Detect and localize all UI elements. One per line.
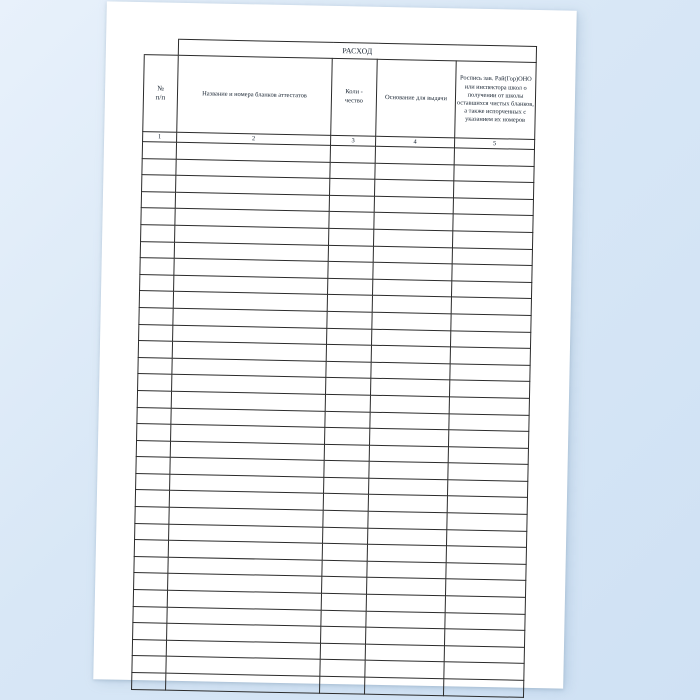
table-cell — [372, 329, 451, 347]
table-cell — [132, 672, 166, 689]
table-cell — [448, 430, 528, 448]
table-cell — [370, 412, 449, 430]
table-cell — [132, 639, 166, 656]
table-cell — [374, 196, 453, 214]
table-cell — [330, 145, 375, 162]
table-cell — [136, 440, 170, 457]
table-cell — [453, 181, 533, 199]
table-cell — [368, 495, 447, 513]
table-cell — [330, 162, 375, 179]
table-cell — [366, 611, 445, 629]
table-cell — [323, 510, 368, 527]
colnum-1: 1 — [143, 132, 177, 143]
table-cell — [452, 247, 532, 265]
header-col-reason: Основание для выдачи — [376, 59, 457, 138]
table-cell — [444, 629, 524, 647]
table-cell — [321, 610, 366, 627]
table-cell — [444, 646, 524, 664]
colnum-3: 3 — [331, 135, 376, 146]
header-col-np — [143, 55, 179, 133]
document-page — [93, 1, 577, 688]
table-cell — [326, 344, 371, 361]
table-cell — [321, 626, 366, 643]
table-cell — [320, 676, 365, 693]
table-cell — [371, 345, 450, 363]
table-cell — [367, 544, 446, 562]
table-cell — [320, 660, 365, 677]
header-col-signature: Роспись зав. Рай(Гор)ОНО или инспектора школ о получении от школы оставшихся чистых бланков, а также испорченных с указанием их номеров — [455, 61, 537, 140]
table-cell — [367, 561, 446, 579]
table-cell — [371, 362, 450, 380]
table-cell — [371, 379, 450, 397]
table-cell — [454, 148, 534, 166]
table-cell — [134, 573, 168, 590]
table-cell — [329, 212, 374, 229]
table-cell — [450, 364, 530, 382]
table-cell — [324, 444, 369, 461]
table-cell — [450, 347, 530, 365]
table-cell — [326, 361, 371, 378]
table-cell — [141, 208, 175, 225]
colnum-4: 4 — [375, 136, 454, 148]
table-cell — [323, 527, 368, 544]
table-cell — [141, 225, 175, 242]
table-cell — [166, 673, 320, 693]
table-cell — [133, 606, 167, 623]
table-cell — [365, 644, 444, 662]
table-cell — [367, 578, 446, 596]
table-cell — [142, 142, 176, 159]
table-cell — [445, 596, 525, 614]
table-cell — [451, 314, 531, 332]
table-cell — [448, 446, 528, 464]
table-cell — [446, 546, 526, 564]
table-cell — [324, 461, 369, 478]
table-cell — [451, 297, 531, 315]
table-cell — [321, 593, 366, 610]
table-cell — [447, 513, 527, 531]
table-cell — [329, 228, 374, 245]
table-cell — [136, 457, 170, 474]
table-cell — [328, 262, 373, 279]
header-col-name: Название и номера бланков аттестатов — [177, 55, 333, 135]
table-cell — [323, 494, 368, 511]
table-cell — [325, 427, 370, 444]
table-cell — [137, 407, 171, 424]
table-cell — [452, 231, 532, 249]
table-cell — [449, 397, 529, 415]
table-cell — [365, 677, 444, 695]
table-cell — [138, 357, 172, 374]
table-cell — [138, 341, 172, 358]
table-cell — [444, 662, 524, 680]
table-cell — [139, 291, 173, 308]
table-cell — [140, 258, 174, 275]
table-cell — [373, 229, 452, 247]
table-cell — [140, 274, 174, 291]
table-cell — [329, 195, 374, 212]
table-cell — [374, 213, 453, 231]
table-cell — [443, 679, 523, 697]
table-cell — [372, 279, 451, 297]
table-cell — [325, 411, 370, 428]
table-cell — [370, 428, 449, 446]
table-cell — [138, 374, 172, 391]
table-body — [132, 142, 535, 697]
table-cell — [445, 579, 525, 597]
table-cell — [327, 328, 372, 345]
header-col-qty-line1: Коли - — [345, 88, 363, 96]
table-cell — [137, 424, 171, 441]
table-cell — [322, 544, 367, 561]
table-cell — [449, 413, 529, 431]
table-cell — [326, 378, 371, 395]
table-cell — [325, 394, 370, 411]
table-cell — [135, 523, 169, 540]
table-cell — [369, 445, 448, 463]
header-col-qty — [331, 58, 378, 136]
table-cell — [142, 158, 176, 175]
table-header-row — [143, 55, 537, 140]
table-cell — [453, 198, 533, 216]
table-cell — [370, 395, 449, 413]
table-cell — [328, 245, 373, 262]
table-cell — [134, 540, 168, 557]
header-col-np-line2: п/п — [155, 93, 166, 102]
table-cell — [447, 496, 527, 514]
table-cell — [139, 324, 173, 341]
table-cell — [446, 529, 526, 547]
table-cell — [369, 461, 448, 479]
header-col-qty-line2: чество — [344, 97, 363, 105]
document-sheet — [132, 38, 536, 652]
table-cell — [133, 623, 167, 640]
table-cell — [375, 163, 454, 181]
table-cell — [366, 627, 445, 645]
table-cell — [366, 594, 445, 612]
table-cell — [447, 480, 527, 498]
table-cell — [324, 477, 369, 494]
table-cell — [368, 511, 447, 529]
table-cell — [372, 312, 451, 330]
table-cell — [140, 241, 174, 258]
table-cell — [133, 590, 167, 607]
table-cell — [446, 563, 526, 581]
table-cell — [322, 577, 367, 594]
table-cell — [137, 390, 171, 407]
table-cell — [135, 507, 169, 524]
table-cell — [373, 246, 452, 264]
section-title-rashod: РАСХОД — [178, 39, 536, 62]
table-cell — [445, 612, 525, 630]
table-cell — [452, 264, 532, 282]
empty-corner-cell — [144, 39, 178, 56]
table-cell — [136, 473, 170, 490]
table-cell — [449, 380, 529, 398]
register-table — [131, 38, 537, 697]
table-cell — [322, 560, 367, 577]
table-cell — [135, 490, 169, 507]
table-cell — [134, 556, 168, 573]
table-cell — [139, 308, 173, 325]
table-cell — [448, 463, 528, 481]
table-cell — [327, 295, 372, 312]
table-cell — [330, 179, 375, 196]
table-cell — [374, 179, 453, 197]
table-cell — [369, 478, 448, 496]
table-cell — [365, 661, 444, 679]
header-col-np-line1: № — [157, 84, 165, 93]
colnum-5: 5 — [454, 138, 534, 150]
table-cell — [132, 656, 166, 673]
table-cell — [368, 528, 447, 546]
table-cell — [327, 311, 372, 328]
table-cell — [451, 281, 531, 299]
colnum-2: 2 — [177, 132, 331, 145]
table-cell — [453, 214, 533, 232]
table-cell — [142, 175, 176, 192]
table-cell — [328, 278, 373, 295]
table-cell — [372, 296, 451, 314]
table-cell — [454, 164, 534, 182]
table-cell — [373, 262, 452, 280]
table-cell — [320, 643, 365, 660]
table-cell — [141, 191, 175, 208]
table-cell — [375, 146, 454, 164]
table-cell — [450, 330, 530, 348]
